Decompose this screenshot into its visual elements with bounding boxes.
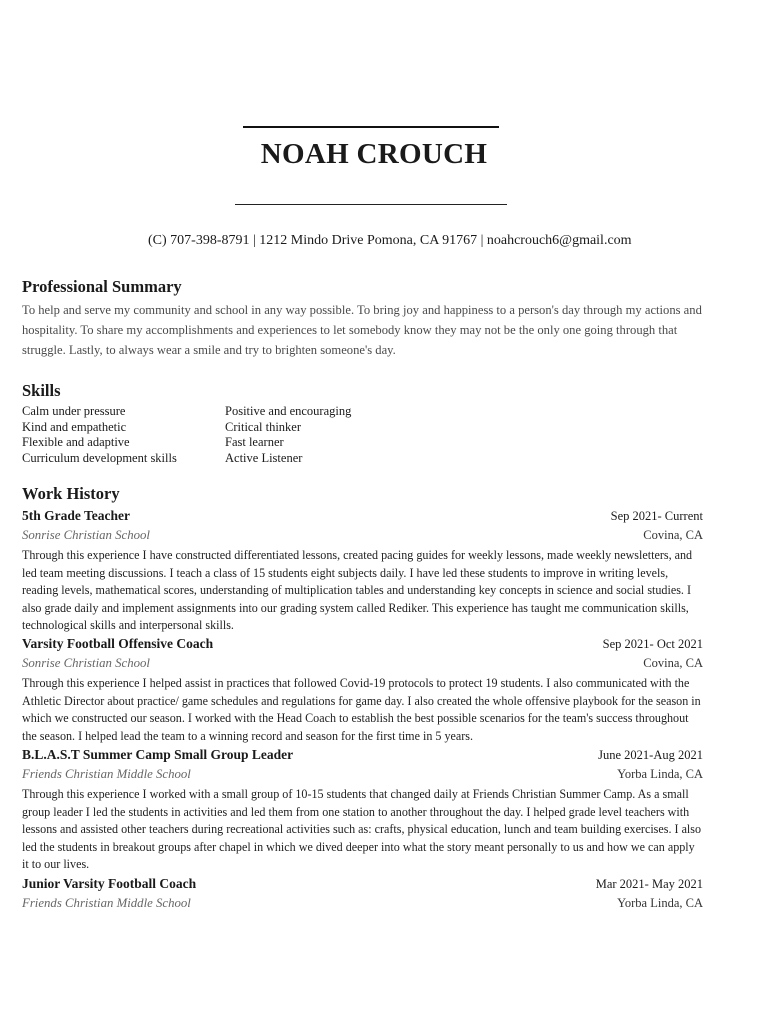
job-entry <box>22 636 703 745</box>
top-divider <box>243 126 499 128</box>
job-title: B.L.A.S.T Summer Camp Small Group Leader <box>22 747 294 762</box>
job-description: Through this experience I helped assist in practices that followed Covid-19 protocols to protect 19 students. I also communicated with the Athletic Director about practice/ game schedules and regulations for game day. I also created the whole offensive playbook for the season in which we constructed our season. I worked with the Head Coach to establish the best possible scenarios for the team's success throughout the season. I helped lead the team to a winning record and season for the first time in 5 years. <box>22 676 701 743</box>
skill-item: Kind and empathetic <box>22 419 127 434</box>
candidate-name: NOAH CROUCH <box>260 138 488 170</box>
job-location: Yorba Linda, CA <box>617 767 703 781</box>
skills-list-right <box>225 404 351 466</box>
job-dates: Sep 2021- Current <box>610 509 703 523</box>
job-title: Varsity Football Offensive Coach <box>22 636 214 651</box>
job-entry <box>22 508 703 635</box>
work-history-heading: Work History <box>22 484 120 503</box>
summary-text: To help and serve my community and school in any way possible. To bring joy and happiness to a person's day through my actions and hospitality. To share my accomplishments and experiences to let somebody know they may not be the only one going through that struggle. Lastly, to always wear a smile and try to brighten someone's day. <box>22 303 702 357</box>
job-entry <box>22 747 703 874</box>
skill-item: Calm under pressure <box>22 404 126 418</box>
job-employer: Sonrise Christian School <box>22 656 150 670</box>
job-description: Through this experience I worked with a small group of 10-15 students that changed daily at Friends Christian Summer Camp. As a small group leader I led the students in activities and led them from one station to another throughout the day. I helped grade level teachers with lessons and assisted other teachers during recreational activities such as: crafts, physical education, lunch and team building exercises. I also led the students in breakout groups after chapel in which we dived deeper into what the story meant personally to us and how we can apply it to our lives. <box>22 787 702 871</box>
job-description: Through this experience I have constructed differentiated lessons, created pacing guides for weekly lessons, made weekly newsletters, and led team meeting discussions. I teach a class of 15 students eight subjects daily. I have led these students to improve in writing levels, reading levels, mathematical scores, understanding of multiplication tables and understanding key concepts in science and social studies. I also grade daily and implement assignments into our grading system called Rediker. This experience has taught me communication skills, technological skills and interpersonal skills. <box>22 548 693 632</box>
name-underline <box>235 204 507 205</box>
summary-heading: Professional Summary <box>22 277 182 296</box>
job-entry <box>22 876 703 914</box>
skill-item: Fast learner <box>225 435 284 449</box>
job-dates: Mar 2021- May 2021 <box>595 877 703 891</box>
skills-list-left <box>22 404 177 466</box>
job-location: Yorba Linda, CA <box>617 896 703 910</box>
contact-line: (C) 707-398-8791 | 1212 Mindo Drive Pomona, CA 91767 | noahcrouch6@gmail.com <box>148 233 632 248</box>
skill-item: Curriculum development skills <box>22 450 177 465</box>
job-dates: June 2021-Aug 2021 <box>598 748 703 762</box>
job-location: Covina, CA <box>643 656 703 670</box>
skill-item: Flexible and adaptive <box>22 435 130 449</box>
job-title: 5th Grade Teacher <box>22 508 130 523</box>
job-title: Junior Varsity Football Coach <box>22 876 197 891</box>
job-employer: Sonrise Christian School <box>22 528 150 542</box>
skill-item: Critical thinker <box>225 419 302 434</box>
job-location: Covina, CA <box>643 528 703 542</box>
job-employer: Friends Christian Middle School <box>22 767 191 781</box>
skill-item: Active Listener <box>225 450 303 465</box>
job-dates: Sep 2021- Oct 2021 <box>602 637 703 651</box>
skills-heading: Skills <box>22 381 61 400</box>
job-employer: Friends Christian Middle School <box>22 896 191 910</box>
skill-item: Positive and encouraging <box>225 404 352 418</box>
